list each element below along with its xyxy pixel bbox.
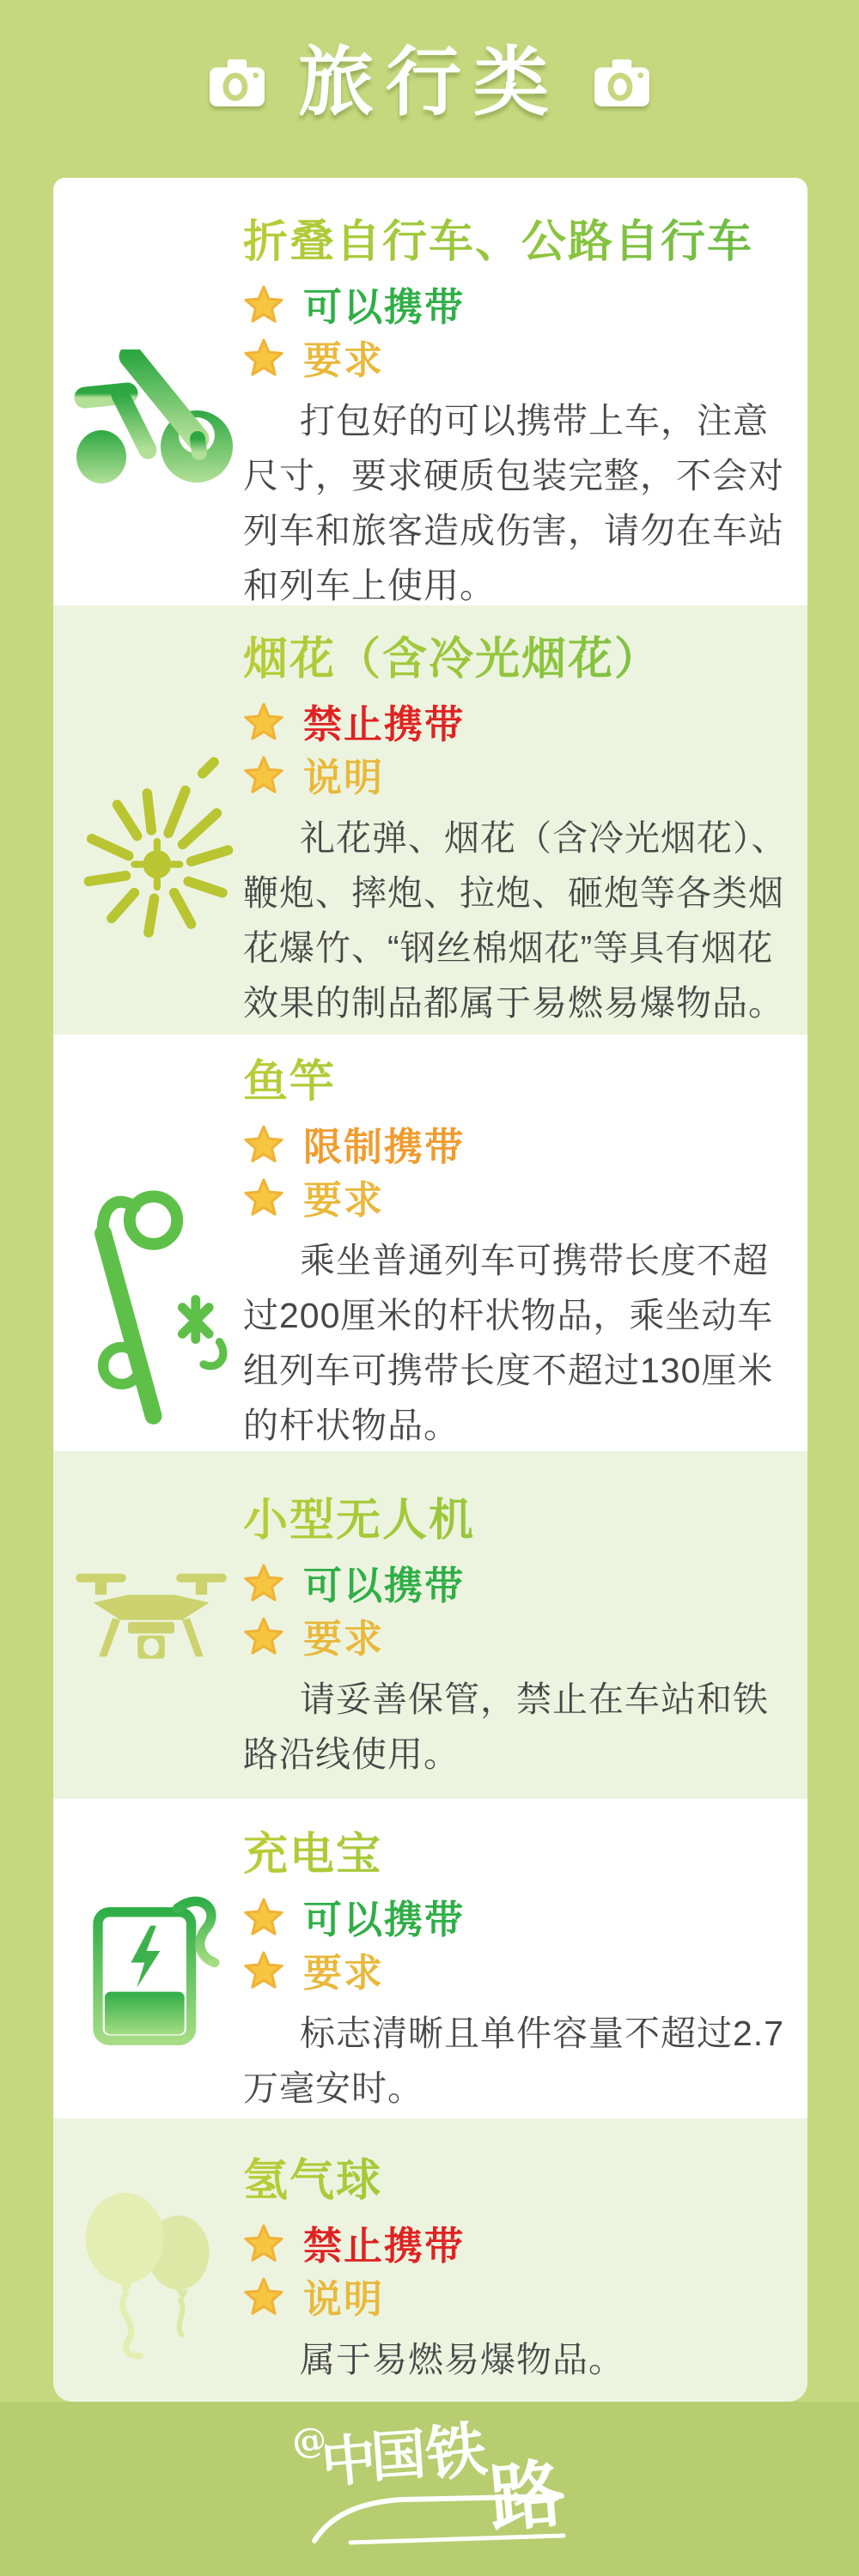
rule-label: 禁止携带	[303, 2224, 466, 2269]
section-title: 烟花（含冷光烟花）	[243, 635, 803, 686]
rule-row	[243, 1893, 803, 1940]
section-body-text: 打包好的可以携带上车，注意尺寸，要求硬质包装完整，不会对列车和旅客造成伤害，请勿在车站和列车上使用。	[243, 400, 784, 605]
section-title: 小型无人机	[243, 1496, 803, 1547]
star-icon	[243, 2275, 284, 2317]
section-fireworks	[53, 605, 807, 1035]
header	[0, 0, 859, 178]
rule-label: 说明	[303, 2277, 385, 2322]
section-power-bank	[53, 1799, 807, 2118]
footer	[0, 2402, 859, 2576]
star-icon	[243, 2222, 284, 2263]
rule-label: 说明	[303, 756, 385, 800]
logo-char: 铁	[422, 2413, 490, 2491]
section-hydrogen-balloon	[53, 2118, 807, 2402]
star-icon	[243, 1562, 284, 1603]
content-card	[53, 178, 807, 2402]
china-railway-logo	[289, 2413, 576, 2553]
section-title: 折叠自行车、公路自行车	[243, 217, 803, 269]
logo-char: 国	[369, 2421, 429, 2491]
star-icon	[243, 283, 284, 325]
section-body-text: 乘坐普通列车可携带长度不超过200厘米的杆状物品，乘坐动车组列车可携带长度不超过130厘米的杆状物品。	[243, 1240, 774, 1445]
camera-icon	[209, 57, 265, 108]
rule-row	[243, 1121, 803, 1170]
section-body-text: 属于易燃易爆物品。	[300, 2339, 624, 2379]
rule-label: 要求	[303, 1178, 385, 1223]
rule-label: 可以携带	[303, 1898, 466, 1942]
fishing-rod-icon	[66, 1181, 238, 1438]
rule-row	[243, 1947, 803, 1996]
rule-label: 可以携带	[303, 1564, 466, 1608]
star-icon	[243, 337, 284, 378]
star-icon	[243, 701, 284, 742]
at-symbol: @	[289, 2418, 330, 2464]
rule-label: 限制携带	[303, 1125, 466, 1170]
bicycle-icon	[62, 349, 247, 500]
camera-icon	[594, 57, 650, 108]
firework-icon	[66, 743, 251, 975]
rule-row	[243, 2273, 803, 2322]
rule-row	[243, 1559, 803, 1606]
section-fishing-rod	[53, 1035, 807, 1451]
drone-icon	[74, 1556, 228, 1668]
star-icon	[243, 1896, 284, 1937]
rule-label: 要求	[303, 1951, 385, 1996]
star-icon	[243, 1615, 284, 1656]
rule-row	[243, 751, 803, 798]
section-title: 鱼竿	[243, 1057, 803, 1109]
section-folding-bike	[53, 178, 807, 605]
page-title: 旅行类	[297, 39, 561, 125]
rule-row	[243, 1613, 803, 1662]
rule-row	[243, 334, 803, 383]
star-icon	[243, 754, 284, 795]
balloon-icon	[77, 2178, 232, 2385]
section-body-text: 请妥善保管，禁止在车站和铁路沿线使用。	[243, 1679, 769, 1774]
train-swoosh-icon	[306, 2491, 569, 2548]
rule-label: 要求	[303, 1617, 385, 1662]
rule-row	[243, 281, 803, 330]
star-icon	[243, 1123, 284, 1164]
rule-label: 禁止携带	[303, 702, 466, 747]
rule-label: 可以携带	[303, 285, 466, 330]
power-bank-icon	[84, 1869, 230, 2054]
logo-char: 路	[485, 2450, 568, 2543]
star-icon	[243, 1949, 284, 1990]
rule-label: 要求	[303, 338, 385, 383]
section-title: 氢气球	[243, 2156, 803, 2208]
section-body-text: 标志清晰且单件容量不超过2.7万毫安时。	[243, 2013, 784, 2108]
star-icon	[243, 1176, 284, 1218]
section-body-text: 礼花弹、烟花（含冷光烟花）、鞭炮、摔炮、拉炮、砸炮等各类烟花爆竹、“钢丝棉烟花”等具有烟花效果的制品都属于易燃易爆物品。	[243, 817, 788, 1023]
section-title: 充电宝	[243, 1830, 803, 1881]
rule-row	[243, 2220, 803, 2269]
rule-row	[243, 698, 803, 747]
rule-row	[243, 1174, 803, 1223]
section-small-drone	[53, 1451, 807, 1799]
logo-char: 中	[318, 2427, 380, 2496]
